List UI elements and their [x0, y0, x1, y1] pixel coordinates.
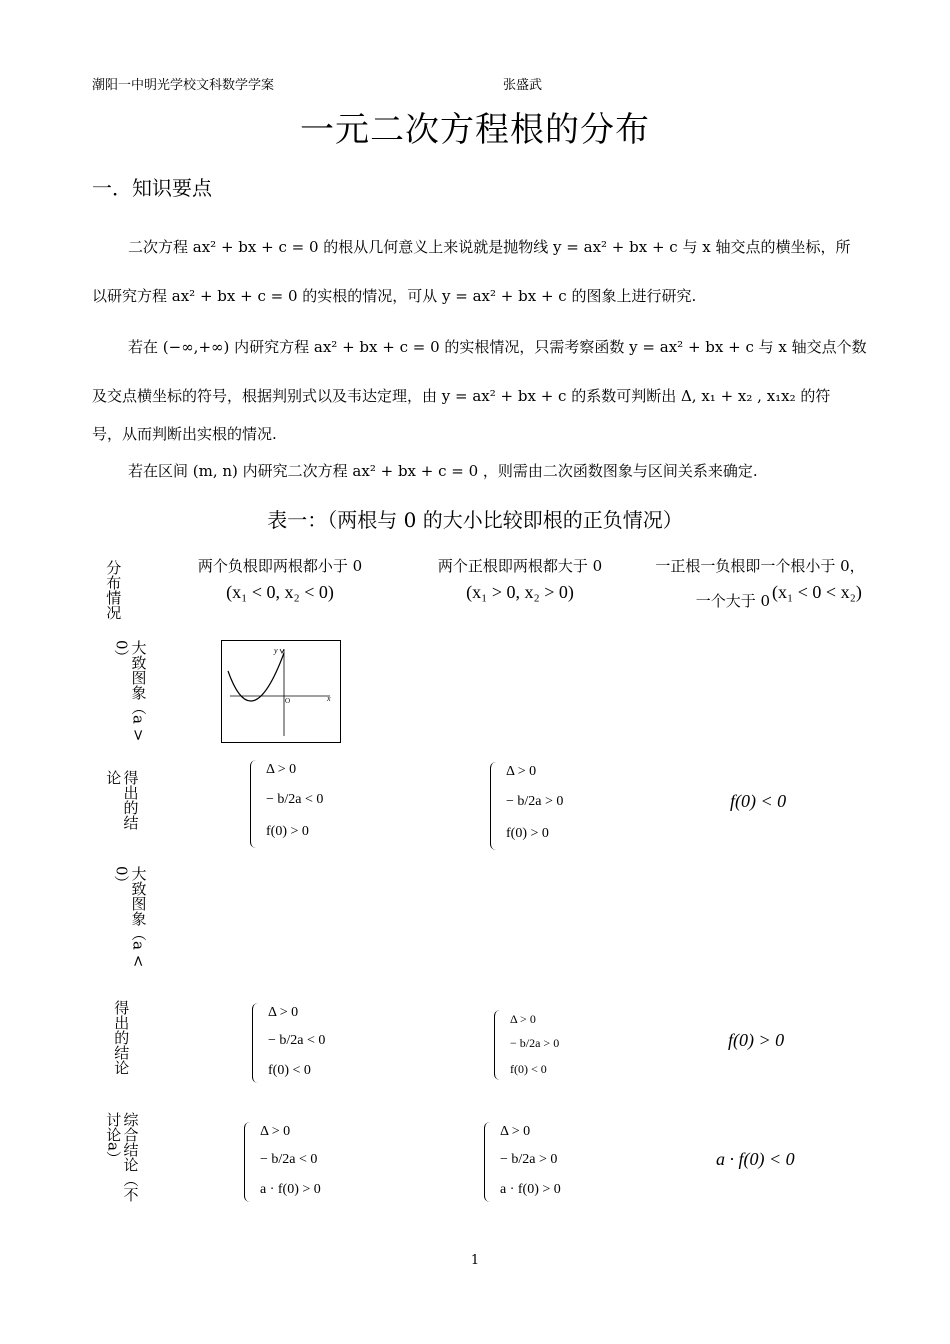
paragraph-1-line-1: 二次方程 ax² + bx + c = 0 的根从几何意义上来说就是抛物线 y = ax² + bx + c 与 x 轴交点的横坐标，所	[128, 238, 851, 256]
condition-af0: a · f(0) > 0	[260, 1182, 321, 1197]
combined-col-2	[484, 1122, 604, 1202]
row-label-conclusion-a-negative: 得出的结论	[112, 1000, 131, 1075]
col-1-condition: (x₁ < 0, x₂ < 0)	[226, 582, 334, 602]
conclusion-neg-col-3: f(0) > 0	[728, 1030, 785, 1050]
conclusion-pos-col-1	[250, 760, 360, 848]
conclusion-neg-col-2	[494, 1010, 594, 1080]
paragraph-2-line-1: 若在 (−∞,+∞) 内研究方程 ax² + bx + c = 0 的实根情况，只需考察函数 y = ax² + bx + c 与 x 轴交点个数	[128, 338, 867, 356]
table-caption: 表一：（两根与 0 的大小比较即根的正负情况）	[267, 508, 683, 532]
page-title: 一元二次方程根的分布	[300, 110, 650, 150]
condition-af0: a · f(0) > 0	[500, 1182, 561, 1197]
parabola-plot	[222, 641, 340, 742]
col-3-heading-2: 一个大于 0	[695, 592, 770, 610]
condition-axis: − b/2a > 0	[500, 1152, 558, 1167]
y-axis-label: y	[274, 646, 278, 655]
header-school: 潮阳一中明光学校文科数学学案	[92, 78, 275, 93]
col-3-condition: (x₁ < 0 < x₂)	[772, 582, 862, 602]
condition-f0: f(0) < 0	[510, 1062, 547, 1076]
brace	[484, 1122, 495, 1202]
brace	[244, 1122, 255, 1202]
col-1-heading: 两个负根即两根都小于 0	[197, 557, 363, 575]
brace	[494, 1010, 505, 1080]
paragraph-1-line-2: 以研究方程 ax² + bx + c = 0 的实根的情况，可从 y = ax² + bx + c 的图象上进行研究.	[92, 287, 697, 305]
paragraph-2-line-2: 及交点横坐标的符号，根据判别式以及韦达定理，由 y = ax² + bx + c 的系数可判断出 Δ, x₁ + x₂ , x₁x₂ 的符	[92, 387, 831, 405]
condition-axis: − b/2a > 0	[506, 794, 564, 809]
graph-two-negative-roots	[221, 640, 341, 743]
combined-col-1	[244, 1122, 364, 1202]
row-label-graph-a-positive: 大致图象（a > 0）	[112, 640, 148, 742]
conclusion-pos-col-3: f(0) < 0	[730, 791, 787, 811]
col-2-condition: (x₁ > 0, x₂ > 0)	[466, 582, 574, 602]
origin-label: O	[285, 697, 291, 705]
section-heading: 一．知识要点	[92, 176, 212, 200]
condition-axis: − b/2a < 0	[268, 1033, 326, 1048]
page-number: 1	[470, 1253, 480, 1268]
condition-discriminant: Δ > 0	[506, 764, 537, 779]
y-axis-arrow	[280, 649, 284, 653]
paragraph-3: 若在区间 (m, n) 内研究二次方程 ax² + bx + c = 0 ，则需由二次函数图象与区间关系来确定.	[128, 462, 758, 480]
parabola-curve	[228, 653, 284, 701]
condition-f0: f(0) > 0	[266, 824, 309, 839]
condition-discriminant: Δ > 0	[500, 1124, 531, 1139]
row-label-conclusion-a-positive: 得出的结论	[104, 770, 140, 830]
condition-discriminant: Δ > 0	[510, 1012, 536, 1026]
conclusion-pos-col-2	[490, 762, 600, 850]
paragraph-2-line-3: 号，从而判断出实根的情况.	[92, 425, 277, 443]
condition-axis: − b/2a < 0	[266, 792, 324, 807]
condition-axis: − b/2a > 0	[510, 1036, 560, 1050]
condition-discriminant: Δ > 0	[266, 762, 297, 777]
header-author: 张盛武	[503, 78, 543, 93]
brace	[252, 1003, 263, 1083]
row-label-graph-a-negative: 大致图象（a < 0）	[112, 866, 148, 968]
row-label-combined: 综合结论（不讨论a）	[104, 1112, 140, 1202]
col-2-heading: 两个正根即两根都大于 0	[437, 557, 603, 575]
condition-axis: − b/2a < 0	[260, 1152, 318, 1167]
combined-col-3: a · f(0) < 0	[716, 1149, 795, 1169]
condition-discriminant: Δ > 0	[260, 1124, 291, 1139]
condition-f0: f(0) < 0	[268, 1063, 311, 1078]
conclusion-neg-col-1	[252, 1003, 362, 1083]
col-3-heading: 一正根一负根即一个根小于 0，	[655, 557, 865, 575]
condition-f0: f(0) > 0	[506, 826, 549, 841]
condition-discriminant: Δ > 0	[268, 1005, 299, 1020]
row-label-distribution: 分布情况	[104, 560, 123, 620]
brace	[490, 762, 501, 850]
x-axis-label: x	[327, 694, 331, 703]
brace	[250, 760, 261, 848]
